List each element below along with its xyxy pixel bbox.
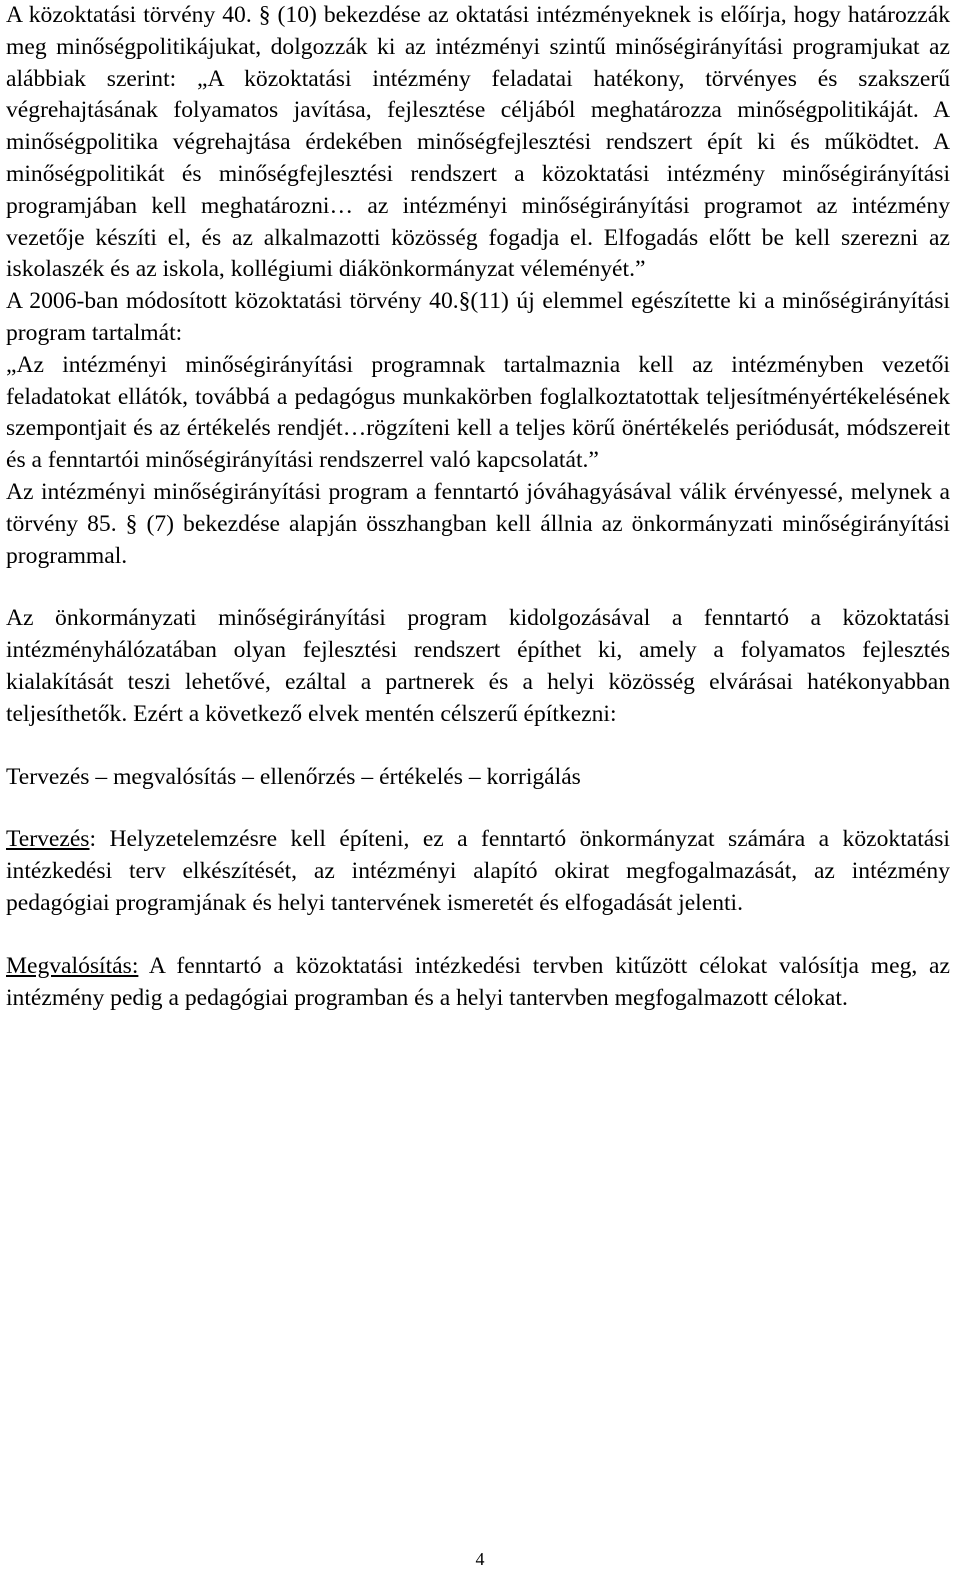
paragraph-municipal-program: Az önkormányzati minőségirányítási program kidolgozásával a fenntartó a közoktatási intézményhálózatában olyan fejlesztési rendszert építhet ki, amely a folyamatos fejlesztés kialakítását teszi lehetővé, ezáltal a partnerek és a helyi közösség elvárásai hatékonyabban teljesíthetők. Ezért a következő elvek mentén célszerű építkezni:: [6, 605, 950, 727]
megvalositas-definition: A fenntartó a közoktatási intézkedési tervben kitűzött célokat valósítja meg, az intézmény pedig a pedagógiai programban és a helyi tantervben megfogalmazott célokat.: [6, 952, 950, 1011]
tervezes-definition: : Helyzetelemzésre kell építeni, ez a fenntartó önkormányzat számára a közoktatási intézkedési terv elkészítését, az intézményi alapító okirat megfogalmazását, az intézmény pedagógiai programjának és helyi tantervének ismeretét és elfogadását jelenti.: [6, 826, 950, 916]
paragraph-law-40-10: A közoktatási törvény 40. § (10) bekezdése az oktatási intézményeknek is előírja, hogy határozzák meg minőségpolitikájukat, dolgozzák ki az intézményi szintű minőségirányítási programjukat az alábbiak szerint: „A közoktatási intézmény feladatai hatékony, törvényes és szakszerű végrehajtásának folyamatos javítása, fejlesztése céljából meghatározza minőségpolitikáját. A minőségpolitika végrehajtása érdekében minőségfejlesztési rendszert épít ki és működtet. A minőségpolitikát és minőségfejlesztési rendszert a közoktatási intézmény minőségirányítási programjában kell meghatározni… az intézményi minőségirányítási programot az intézmény vezetője készíti el, és az alkalmazotti közösség fogadja el. Elfogadás előtt be kell szerezni az iskolaszék és az iskola, kollégiumi diákönkormányzat véleményét.”: [6, 2, 950, 283]
paragraph-2006-amendment: A 2006-ban módosított közoktatási törvény 40.§(11) új elemmel egészítette ki a minőségirányítási program tartalmát:: [6, 288, 950, 346]
paragraph-program-content-quote: „Az intézményi minőségirányítási programnak tartalmaznia kell az intézményben vezetői feladatokat ellátók, továbbá a pedagógus munkakörben foglalkoztatottak teljesítményértékelésének szempontjait és az értékelés rendjét…rögzíteni kell a teljes körű önértékelés periódusát, módszereit és a fenntartói minőségirányítási rendszerrel való kapcsolatát.”: [6, 351, 950, 474]
document-page: [6, 0, 950, 1014]
page-number: 4: [475, 1549, 485, 1569]
term-megvalositas: Megvalósítás:: [6, 952, 139, 979]
paragraph-tervezes: [6, 824, 950, 919]
quality-cycle-line: Tervezés – megvalósítás – ellenőrzés – értékelés – korrigálás: [6, 763, 581, 790]
paragraph-megvalositas: [6, 951, 950, 1015]
paragraph-approval: Az intézményi minőségirányítási program a fenntartó jóváhagyásával válik érvényessé, melynek a törvény 85. § (7) bekezdése alapján összhangban kell állnia az önkormányzati minőségirányítási programmal.: [6, 478, 950, 569]
term-tervezes: Tervezés: [6, 826, 90, 853]
